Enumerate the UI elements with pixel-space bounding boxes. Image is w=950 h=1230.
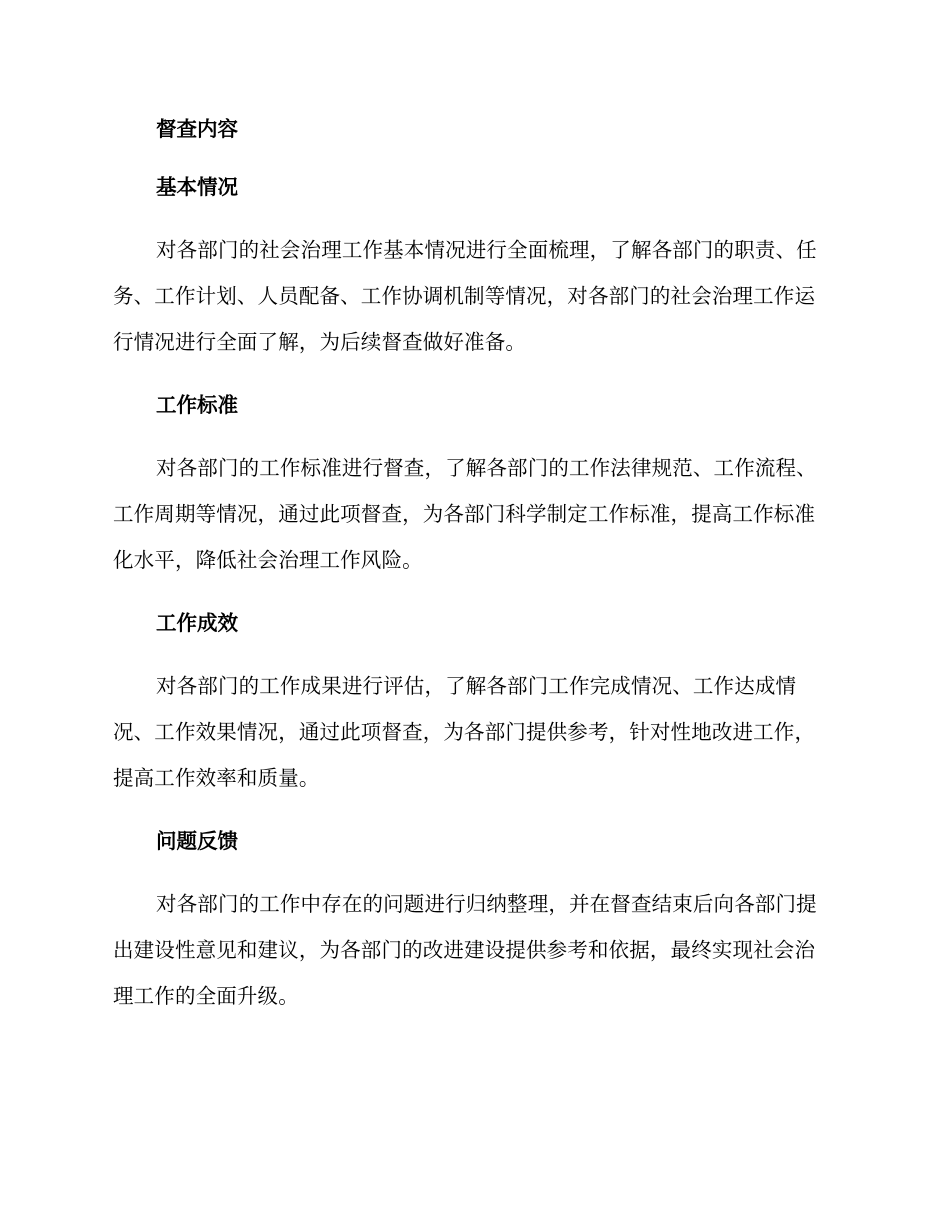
section-body-basic-situation: 对各部门的社会治理工作基本情况进行全面梳理，了解各部门的职责、任务、工作计划、人员配备、工作协调机制等情况，对各部门的社会治理工作运行情况进行全面了解，为后续督查做好准备。: [113, 238, 817, 354]
section-problem-feedback: [113, 823, 830, 1019]
section-basic-situation: [113, 169, 830, 365]
document-title: 督查内容: [156, 117, 238, 141]
document-content: [113, 111, 830, 1019]
section-heading-work-standards: 工作标准: [156, 393, 238, 417]
section-heading-basic-situation: 基本情况: [156, 175, 238, 199]
section-work-standards: [113, 387, 830, 583]
section-body-work-results: 对各部门的工作成果进行评估，了解各部门工作完成情况、工作达成情况、工作效果情况，通过此项督查，为各部门提供参考，针对性地改进工作，提高工作效率和质量。: [113, 674, 816, 790]
section-body-problem-feedback: 对各部门的工作中存在的问题进行归纳整理，并在督查结束后向各部门提出建设性意见和建议，为各部门的改进建设提供参考和依据，最终实现社会治理工作的全面升级。: [113, 892, 817, 1008]
section-heading-problem-feedback: 问题反馈: [156, 829, 238, 853]
section-heading-work-results: 工作成效: [156, 611, 238, 635]
section-work-results: [113, 605, 830, 801]
section-body-work-standards: 对各部门的工作标准进行督查，了解各部门的工作法律规范、工作流程、工作周期等情况，通过此项督查，为各部门科学制定工作标准，提高工作标准化水平，降低社会治理工作风险。: [113, 456, 817, 572]
